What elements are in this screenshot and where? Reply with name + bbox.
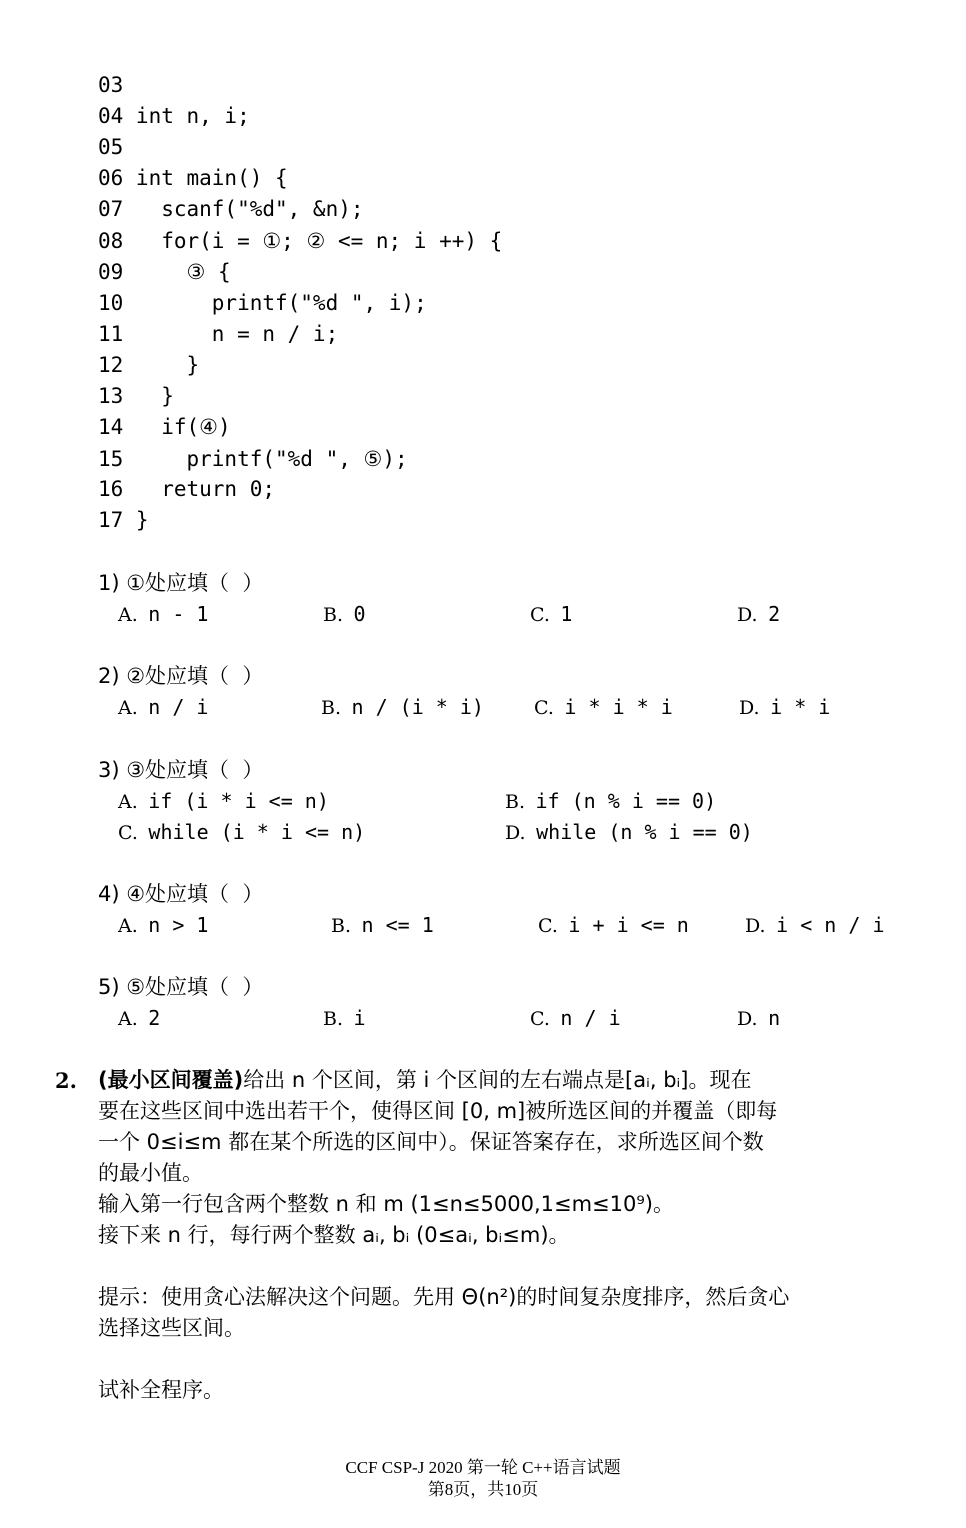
option-b[interactable] (505, 786, 716, 817)
option-b[interactable] (323, 599, 366, 630)
footer-title: CCF CSP-J 2020 第一轮 C++语言试题 (345, 1458, 621, 1477)
option-value: n - 1 (148, 602, 209, 626)
question-title: 3) ③处应填（ ） (98, 758, 264, 782)
option-b[interactable] (331, 910, 434, 941)
problem-first-line (98, 1065, 752, 1096)
option-a[interactable] (118, 786, 329, 817)
code-line: 11 n = n / i; (98, 322, 339, 346)
option-d[interactable] (737, 599, 780, 630)
option-letter: D. (737, 604, 758, 626)
code-line: 06 int main() { (98, 166, 288, 190)
option-value: n / (i * i) (351, 695, 484, 719)
code-line: 07 scanf("%d", &n); (98, 197, 364, 221)
option-value: n > 1 (148, 913, 209, 937)
option-value: n (768, 1006, 781, 1030)
problem-line: 输入第一行包含两个整数 n 和 m (1≤n≤5000,1≤m≤10⁹)。 (98, 1192, 674, 1216)
option-d[interactable] (737, 1003, 780, 1034)
option-value: n <= 1 (361, 913, 434, 937)
code-line: 05 (98, 135, 124, 159)
question-title: 1) ①处应填（ ） (98, 571, 264, 595)
problem-line: 接下来 n 行，每行两个整数 aᵢ, bᵢ (0≤aᵢ, bᵢ≤m)。 (98, 1223, 570, 1247)
option-letter: B. (323, 604, 344, 626)
option-a[interactable] (118, 1003, 160, 1034)
option-letter: B. (331, 915, 352, 937)
code-line: 12 } (98, 353, 200, 377)
code-line: 03 (98, 73, 124, 97)
option-letter: C. (530, 1008, 550, 1030)
option-c[interactable] (534, 692, 673, 723)
option-letter: D. (745, 915, 766, 937)
option-a[interactable] (118, 910, 208, 941)
option-a[interactable] (118, 692, 208, 723)
option-letter: C. (538, 915, 558, 937)
option-value: 2 (768, 602, 781, 626)
option-value: i < n / i (776, 913, 885, 937)
option-value: 2 (148, 1006, 161, 1030)
code-line: 15 printf("%d ", ⑤); (98, 447, 408, 471)
option-a[interactable] (118, 599, 208, 630)
question-title: 5) ⑤处应填（ ） (98, 975, 264, 999)
option-value: if (n % i == 0) (535, 789, 717, 813)
option-letter: B. (505, 791, 526, 813)
option-letter: C. (118, 822, 138, 844)
option-value: 0 (353, 602, 366, 626)
option-letter: A. (118, 697, 138, 719)
instruction: 试补全程序。 (98, 1378, 224, 1402)
option-value: while (i * i <= n) (148, 820, 366, 844)
problem-heading: (最小区间覆盖) (98, 1068, 244, 1092)
question-title: 2) ②处应填（ ） (98, 664, 264, 688)
option-letter: C. (534, 697, 554, 719)
problem-line: 要在这些区间中选出若干个，使得区间 [0, m]被所选区间的并覆盖（即每 (98, 1099, 778, 1123)
footer-page-number: 第8页，共10页 (427, 1480, 539, 1499)
option-value: n / i (560, 1006, 621, 1030)
option-value: i (353, 1006, 366, 1030)
code-line: 17 } (98, 508, 149, 532)
problem-line: 的最小值。 (98, 1161, 203, 1185)
option-b[interactable] (323, 1003, 366, 1034)
code-line: 16 return 0; (98, 477, 276, 501)
question-title: 4) ④处应填（ ） (98, 882, 264, 906)
option-letter: A. (118, 1008, 138, 1030)
option-d[interactable] (739, 692, 830, 723)
option-c[interactable] (530, 1003, 621, 1034)
option-letter: B. (321, 697, 342, 719)
option-value: while (n % i == 0) (536, 820, 753, 844)
hint-line: 选择这些区间。 (98, 1316, 245, 1340)
option-letter: A. (118, 604, 138, 626)
option-c[interactable] (530, 599, 572, 630)
code-line: 04 int n, i; (98, 104, 250, 128)
problem-number: 2. (55, 1068, 77, 1093)
option-letter: C. (530, 604, 550, 626)
option-value: n / i (148, 695, 209, 719)
code-line: 08 for(i = ①; ② <= n; i ++) { (98, 229, 503, 253)
option-b[interactable] (321, 692, 484, 723)
option-letter: D. (505, 822, 526, 844)
option-c[interactable] (538, 910, 689, 941)
option-value: 1 (560, 602, 573, 626)
option-letter: D. (739, 697, 760, 719)
option-d[interactable] (745, 910, 884, 941)
code-line: 13 } (98, 384, 174, 408)
option-letter: A. (118, 915, 138, 937)
option-value: i + i <= n (568, 913, 689, 937)
option-letter: A. (118, 791, 138, 813)
code-line: 10 printf("%d ", i); (98, 291, 427, 315)
option-d[interactable] (505, 817, 753, 848)
option-value: if (i * i <= n) (148, 789, 329, 813)
problem-line: 一个 0≤i≤m 都在某个所选的区间中）。保证答案存在，求所选区间个数 (98, 1130, 764, 1154)
code-line: 14 if(④) (98, 415, 231, 439)
hint-line: 提示：使用贪心法解决这个问题。先用 Θ(n²)的时间复杂度排序，然后贪心 (98, 1285, 790, 1309)
option-value: i * i (770, 695, 831, 719)
option-value: i * i * i (564, 695, 673, 719)
option-letter: B. (323, 1008, 344, 1030)
problem-line: 给出 n 个区间，第 i 个区间的左右端点是[aᵢ, bᵢ]。现在 (243, 1068, 752, 1092)
code-line: 09 ③ { (98, 260, 231, 284)
option-letter: D. (737, 1008, 758, 1030)
option-c[interactable] (118, 817, 365, 848)
